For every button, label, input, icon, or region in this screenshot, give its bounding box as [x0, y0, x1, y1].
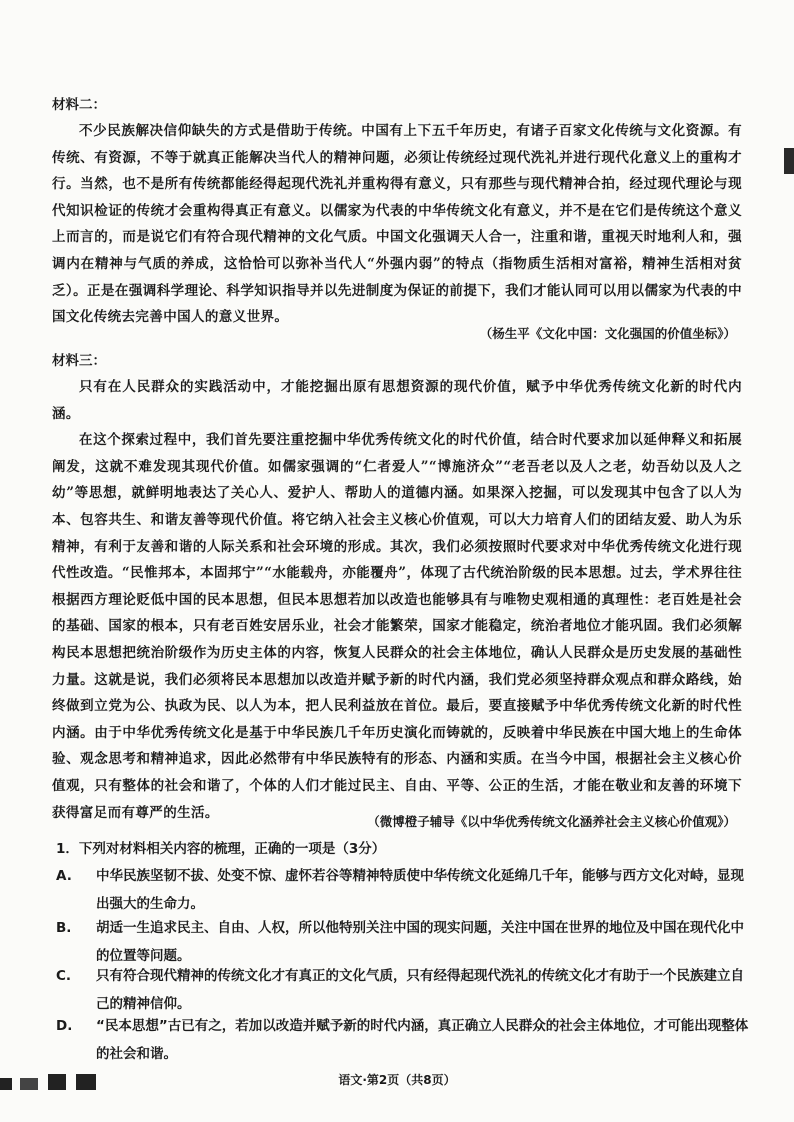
- option-c-text: 只有符合现代精神的传统文化才有真正的文化气质，只有经得起现代洗礼的传统文化才有助于一个民族建立自己的精神信仰。: [96, 968, 744, 1012]
- option-d-text: “民本思想”古已有之，若加以改造并赋予新的时代内涵，真正确立人民群众的社会主体地位，才可能出现整体的社会和谐。: [96, 1018, 749, 1062]
- option-b-label: B.: [56, 920, 72, 936]
- edge-tab-mark: [784, 148, 794, 174]
- page-footer: 语文·第2页（共8页）: [338, 1073, 456, 1087]
- material2-source: （杨生平《文化中国：文化强国的价值坐标》）: [479, 326, 736, 341]
- material3-body: [52, 374, 742, 826]
- option-d-label: D.: [56, 1018, 73, 1034]
- question-1-stem: 1．下列对材料相关内容的梳理，正确的一项是（3分）: [56, 841, 386, 857]
- question-1-option-a: [56, 862, 756, 918]
- material3-heading: 材料三：: [52, 353, 106, 369]
- material2-heading: 材料二：: [52, 97, 106, 113]
- question-1-option-d: [56, 1012, 756, 1068]
- option-a-label: A.: [56, 868, 72, 884]
- material2-paragraph: 不少民族解决信仰缺失的方式是借助于传统。中国有上下五千年历史，有诸子百家文化传统与文化资源。有传统、有资源，不等于就真正能解决当代人的精神问题，必须让传统经过现代洗礼并进行现代化意义上的重构才行。当然，也不是所有传统都能经得起现代洗礼并重构得有意义，只有那些与现代精神合拍，经过现代理论与现代知识检证的传统才会重构得真正有意义。以儒家为代表的中华传统文化有意义，并不是在它们是传统这个意义上而言的，而是说它们有符合现代精神的文化气质。中国文化强调天人合一，注重和谐，重视天时地利人和，强调内在精神与气质的养成，这恰恰可以弥补当代人“外强内弱”的特点（指物质生活相对富裕，精神生活相对贫乏）。正是在强调科学理论、科学知识指导并以先进制度为保证的前提下，我们才能认同可以用以儒家为代表的中国文化传统去完善中国人的意义世界。: [52, 123, 742, 326]
- option-a-text: 中华民族坚韧不拔、处变不惊、虚怀若谷等精神特质使中华传统文化延绵几千年，能够与西方文化对峙，显现出强大的生命力。: [96, 868, 744, 912]
- material2-body: [52, 118, 742, 331]
- material3-paragraph-1: 只有在人民群众的实践活动中，才能挖掘出原有思想资源的现代价值，赋予中华优秀传统文化新的时代内涵。: [52, 379, 742, 422]
- option-b-text: 胡适一生追求民主、自由、人权，所以他特别关注中国的现实问题，关注中国在世界的地位及中国在现代化中的位置等问题。: [96, 920, 744, 964]
- material3-paragraph-2: 在这个探索过程中，我们首先要注重挖掘中华优秀传统文化的时代价值，结合时代要求加以延伸释义和拓展阐发，这就不难发现其现代价值。如儒家强调的“仁者爱人”“博施济众”“老吾老以及人之老，幼吾幼以及人之幼”等思想，就鲜明地表达了关心人、爱护人、帮助人的道德内涵。如果深入挖掘，可以发现其中包含了以人为本、包容共生、和谐友善等现代价值。将它纳入社会主义核心价值观，可以大力培育人们的团结友爱、助人为乐精神，有利于友善和谐的人际关系和社会环境的形成。其次，我们必须按照时代要求对中华优秀传统文化进行现代性改造。“民惟邦本，本固邦宁”“水能载舟，亦能覆舟”，体现了古代统治阶级的民本思想。过去，学术界往往根据西方理论贬低中国的民本思想，但民本思想若加以改造也能够具有与唯物史观相通的真理性：老百姓是社会的基础、国家的根本，只有老百姓安居乐业，社会才能繁荣，国家才能稳定，统治者地位才能巩固。我们必须解构民本思想把统治阶级作为历史主体的内容，恢复人民群众的社会主体地位，确认人民群众是历史发展的基础性力量。这就是说，我们必须将民本思想加以改造并赋予新的时代内涵，我们党必须坚持群众观点和群众路线，始终做到立党为公、执政为民、以人为本，把人民利益放在首位。最后，要直接赋予中华优秀传统文化新的时代性内涵。由于中华优秀传统文化是基于中华民族几千年历史演化而铸就的，反映着中华民族在中国大地上的生命体验、观念思考和精神追求，因此必然带有中华民族特有的形态、内涵和实质。在当今中国，根据社会主义核心价值观，只有整体的社会和谐了，个体的人们才能过民主、自由、平等、公正的生活，才能在敬业和友善的环境下获得富足而有尊严的生活。: [52, 432, 742, 821]
- question-1-option-c: [56, 962, 756, 1018]
- material3-source: （微博橙子辅导《以中华优秀传统文化涵养社会主义核心价值观》）: [367, 814, 736, 829]
- option-c-label: C.: [56, 968, 72, 984]
